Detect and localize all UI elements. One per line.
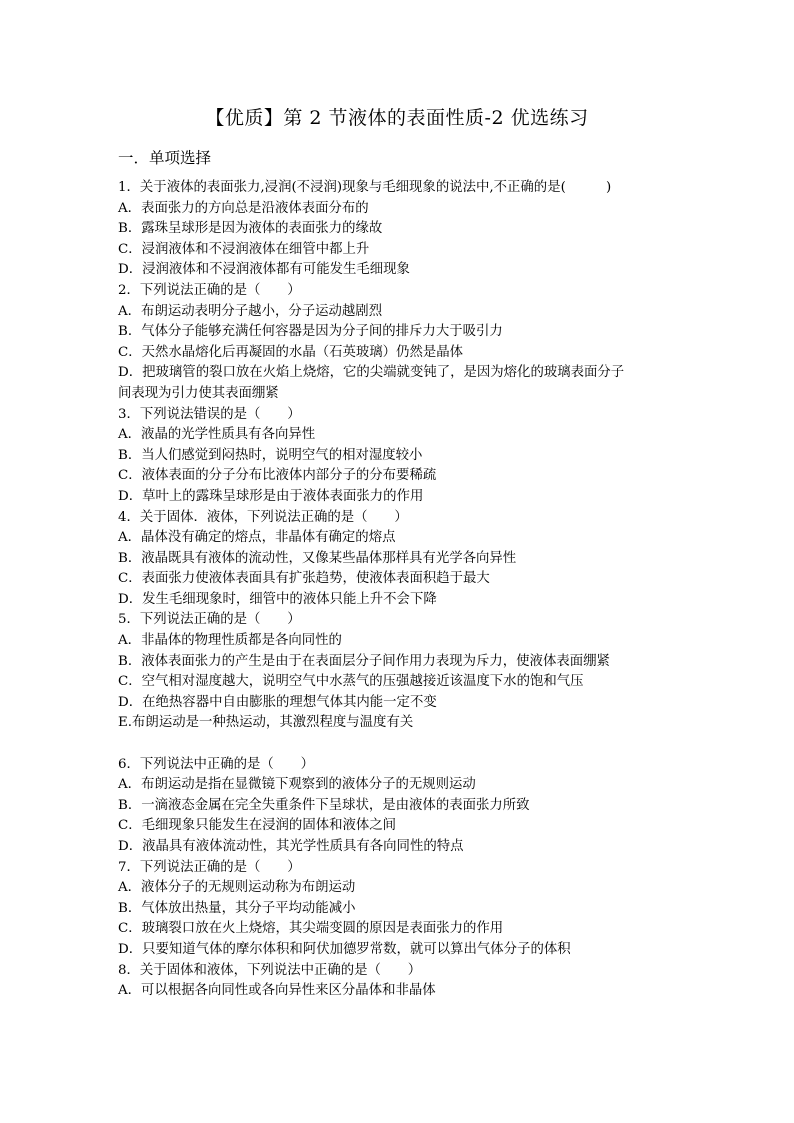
- text-line: B．露珠呈球形是因为液体的表面张力的缘故: [118, 221, 383, 237]
- text-line: B．液晶既具有液体的流动性，又像某些晶体那样具有光学各向异性: [118, 550, 517, 566]
- text-line: D．在绝热容器中自由膨胀的理想气体其内能一定不变: [118, 694, 437, 710]
- text-line: 8．关于固体和液体，下列说法中正确的是（ ）: [118, 962, 422, 978]
- text-line: D．草叶上的露珠呈球形是由于液体表面张力的作用: [118, 488, 424, 504]
- text-line: C．液体表面的分子分布比液体内部分子的分布要稀疏: [118, 468, 437, 484]
- section-heading: 一．单项选择: [118, 149, 212, 167]
- text-line: A．可以根据各向同性或各向异性来区分晶体和非晶体: [118, 983, 436, 999]
- text-line: A．表面张力的方向总是沿液体表面分布的: [118, 200, 369, 216]
- text-line: A．液体分子的无规则运动称为布朗运动: [118, 880, 356, 896]
- page-title: 【优质】第 2 节液体的表面性质-2 优选练习: [205, 107, 589, 129]
- text-line: 6．下列说法中正确的是（ ）: [118, 756, 314, 772]
- text-line: C．空气相对湿度越大，说明空气中水蒸气的压强越接近该温度下水的饱和气压: [118, 674, 584, 690]
- text-line: A．布朗运动是指在显微镜下观察到的液体分子的无规则运动: [118, 777, 476, 793]
- text-line: A．布朗运动表明分子越小，分子运动越剧烈: [118, 303, 383, 319]
- text-line: B．液体表面张力的产生是由于在表面层分子间作用力表现为斥力，使液体表面绷紧: [118, 653, 610, 669]
- text-line: B．气体放出热量，其分子平均动能减小: [118, 900, 356, 916]
- question-list: [118, 178, 690, 1002]
- text-line: 4．关于固体．液体，下列说法正确的是（ ）: [118, 509, 408, 525]
- text-line: D．液晶具有液体流动性，其光学性质具有各向同性的特点: [118, 839, 464, 854]
- text-line: 2．下列说法正确的是（ ）: [118, 282, 301, 298]
- text-line: D．只要知道气体的摩尔体积和阿伏加德罗常数，就可以算出气体分子的体积: [118, 941, 571, 957]
- text-line: D．浸润液体和不浸润液体都有可能发生毛细现象: [118, 262, 410, 278]
- text-line: 3．下列说法错误的是（ ）: [118, 406, 301, 422]
- text-line: C．浸润液体和不浸润液体在细管中都上升: [118, 241, 370, 257]
- text-line: D．把玻璃管的裂口放在火焰上烧熔，它的尖端就变钝了，是因为熔化的玻璃表面分子: [118, 365, 625, 381]
- text-line: B．一滴液态金属在完全失重条件下呈球状，是由液体的表面张力所致: [118, 797, 530, 813]
- text-line: C．玻璃裂口放在火上烧熔，其尖端变圆的原因是表面张力的作用: [118, 921, 504, 937]
- text-line: B．当人们感觉到闷热时，说明空气的相对湿度较小: [118, 447, 423, 463]
- text-line: E.布朗运动是一种热运动，其激烈程度与温度有关: [118, 715, 414, 731]
- text-line: B．气体分子能够充满任何容器是因为分子间的排斥力大于吸引力: [118, 324, 503, 340]
- blank-line: [118, 734, 690, 755]
- text-line: 7．下列说法正确的是（ ）: [118, 859, 301, 875]
- text-line: C．天然水晶熔化后再凝固的水晶（石英玻璃）仍然是晶体: [118, 344, 464, 360]
- text-line: C．表面张力使液体表面具有扩张趋势，使液体表面积趋于最大: [118, 571, 490, 587]
- text-line: D．发生毛细现象时，细管中的液体只能上升不会下降: [118, 591, 437, 607]
- text-line: A．非晶体的物理性质都是各向同性的: [118, 633, 342, 649]
- text-line: 间表现为引力使其表面绷紧: [118, 385, 279, 401]
- text-line: 1．关于液体的表面张力,浸润(不浸润)现象与毛细现象的说法中,不正确的是( ): [118, 180, 612, 195]
- text-line: A．晶体没有确定的熔点，非晶体有确定的熔点: [118, 530, 396, 546]
- text-line: A．液晶的光学性质具有各向异性: [118, 427, 316, 443]
- text-line: C．毛细现象只能发生在浸润的固体和液体之间: [118, 818, 397, 834]
- text-line: 5．下列说法正确的是（ ）: [118, 612, 301, 628]
